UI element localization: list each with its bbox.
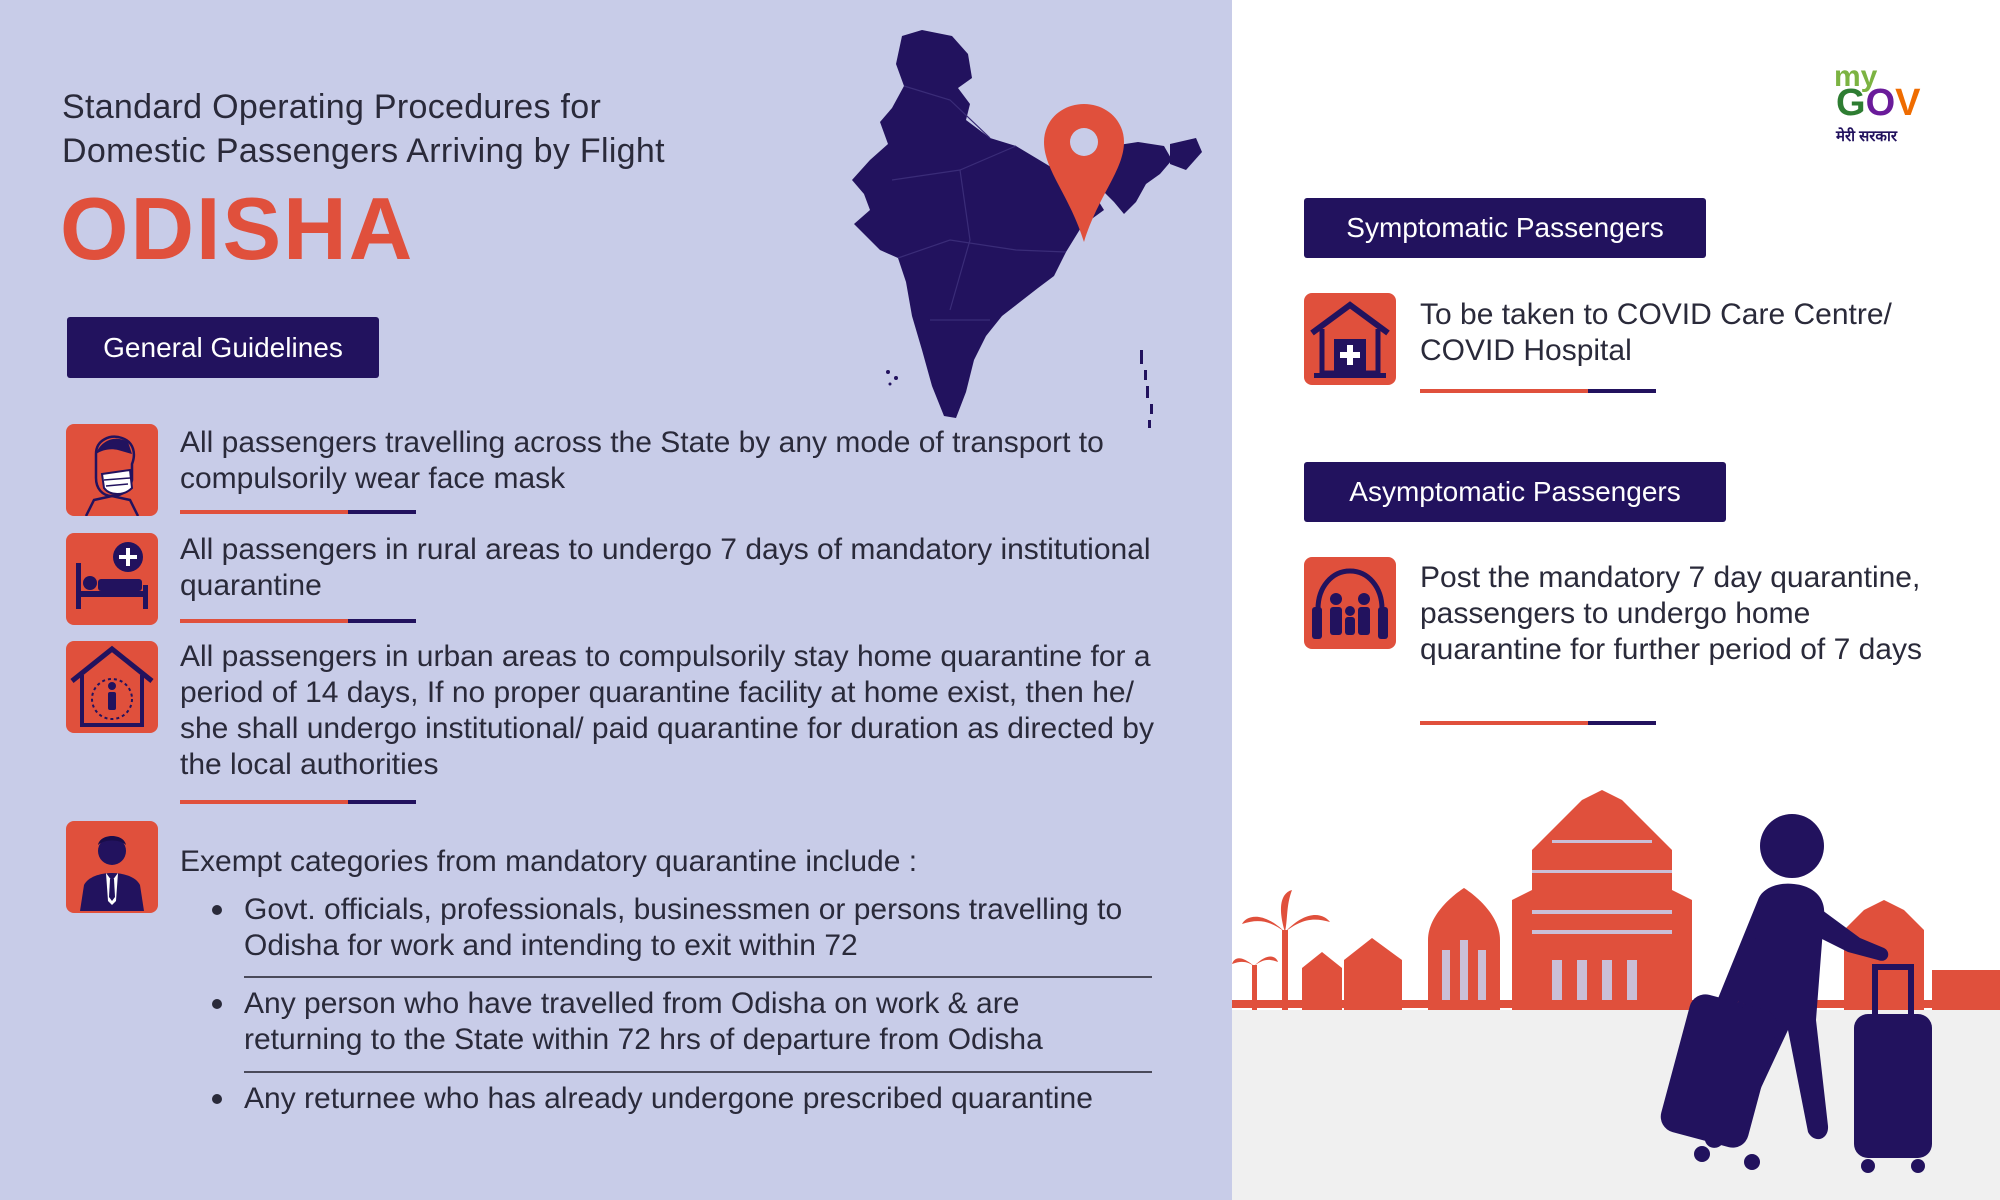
guideline-text-urban: All passengers in urban areas to compulsorily stay home quarantine for a period of 14 days, If no proper quarantine facility at home exist, then he/ she shall undergo institutional/ paid quarantine for duration as directed by the local authorities [180, 640, 1154, 781]
family-home-quarantine-icon [1304, 557, 1396, 649]
header-line-2: Domestic Passengers Arriving by Flight [62, 132, 665, 170]
bullet-dot [212, 1094, 222, 1104]
mygov-logo [1834, 60, 1944, 150]
page-title: ODISHA [60, 179, 415, 278]
logo-gov-text [1836, 82, 1920, 125]
india-map-icon [840, 20, 1210, 470]
asymptomatic-divider [1420, 721, 1656, 725]
guideline-text-exempt: Exempt categories from mandatory quarantine include : [180, 845, 918, 878]
businessman-icon [66, 821, 158, 913]
exempt-text: Any returnee who has already undergone prescribed quarantine [244, 1082, 1093, 1115]
asymptomatic-text: Post the mandatory 7 day quarantine, passengers to undergo home quarantine for further period of 7 days [1420, 561, 1922, 666]
exempt-list-item [212, 986, 1152, 1058]
header-line-1: Standard Operating Procedures for [62, 88, 602, 126]
temple-skyline-illustration [1232, 790, 2000, 1200]
logo-gov-o: O [1865, 82, 1896, 124]
asymptomatic-heading: Asymptomatic Passengers [1304, 462, 1726, 522]
bullet-dot [212, 999, 222, 1009]
home-quarantine-icon [66, 641, 158, 733]
guideline-text-rural: All passengers in rural areas to undergo 7 days of mandatory institutional quarantine [180, 533, 1151, 602]
symptomatic-text: To be taken to COVID Care Centre/ COVID Hospital [1420, 298, 1892, 367]
logo-gov-v: V [1895, 82, 1921, 124]
general-guidelines-heading: General Guidelines [67, 317, 379, 378]
guideline-divider [180, 510, 416, 514]
guideline-text-mask: All passengers travelling across the State by any mode of transport to compulsorily wear face mask [180, 426, 1104, 495]
exempt-text: Govt. officials, professionals, businessmen or persons travelling to Odisha for work and intending to exit within 72 [244, 893, 1123, 962]
guideline-divider [180, 800, 416, 804]
exempt-list-item [212, 1081, 1152, 1153]
covid-care-centre-icon [1304, 293, 1396, 385]
logo-subtitle: मेरी सरकार [1836, 128, 1897, 145]
exempt-list-item [212, 892, 1152, 964]
logo-gov-g: G [1836, 82, 1866, 124]
face-mask-icon [66, 424, 158, 516]
symptomatic-divider [1420, 389, 1656, 393]
hospital-bed-icon [66, 533, 158, 625]
exempt-divider [244, 976, 1152, 978]
logo-my-text: my [1834, 60, 1878, 93]
exempt-text: Any person who have travelled from Odisha on work & are returning to the State within 72 hrs of departure from Odisha [244, 987, 1043, 1056]
bullet-dot [212, 905, 222, 915]
guideline-divider [180, 619, 416, 623]
symptomatic-heading: Symptomatic Passengers [1304, 198, 1706, 258]
exempt-divider [244, 1071, 1152, 1073]
